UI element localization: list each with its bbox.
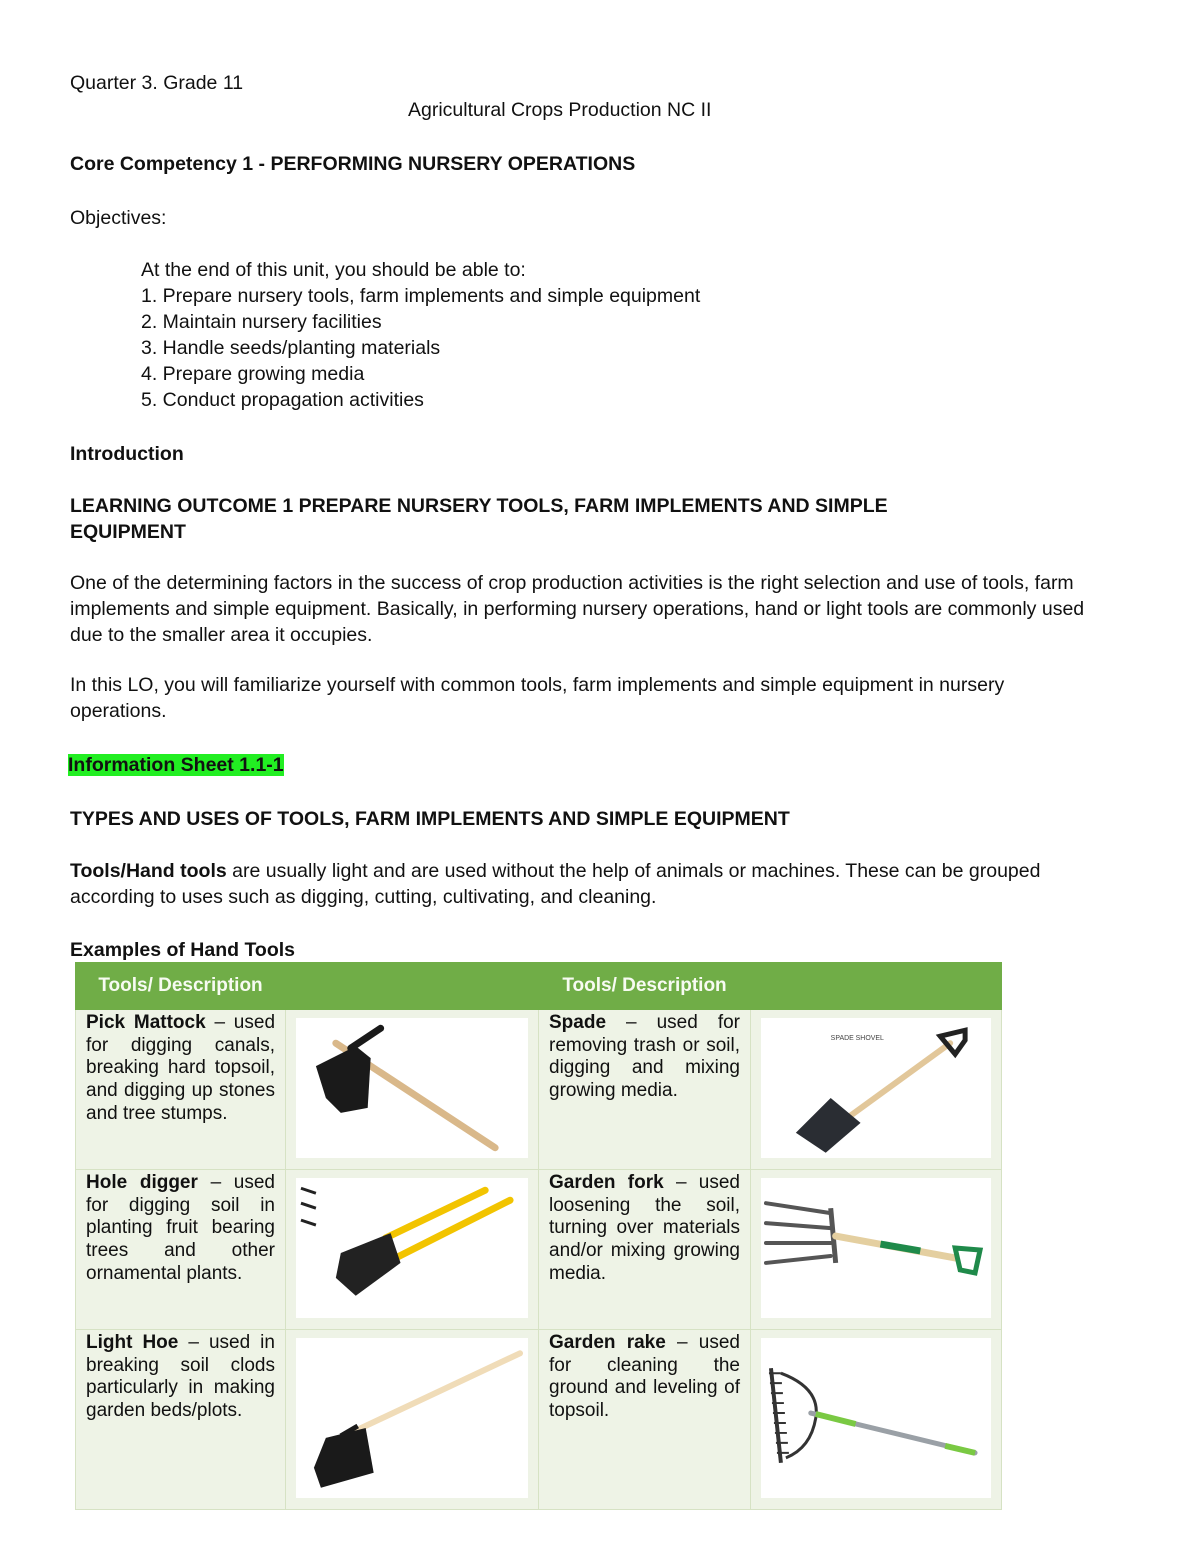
tool-image-cell xyxy=(751,1330,1002,1510)
tool-cell-spade xyxy=(539,1010,751,1170)
tool-cell-pick-mattock xyxy=(76,1010,286,1170)
tool-name: Pick Mattock xyxy=(86,1012,206,1033)
objectives-label: Objectives: xyxy=(70,207,167,229)
spade-image xyxy=(761,1018,991,1158)
light-hoe-image xyxy=(296,1338,528,1498)
hand-tools-table xyxy=(75,962,1002,1510)
hand-tools-term: Tools/Hand tools xyxy=(70,860,227,882)
garden-rake-image xyxy=(761,1338,991,1498)
quarter-grade: Quarter 3. Grade 11 xyxy=(70,72,244,94)
learning-outcome-line2: EQUIPMENT xyxy=(70,521,186,543)
tool-name: Garden fork xyxy=(549,1172,664,1193)
objective-item: 2. Maintain nursery facilities xyxy=(141,311,382,333)
garden-fork-image xyxy=(761,1178,991,1318)
introduction-heading: Introduction xyxy=(70,443,184,465)
tool-description: – used for cleaning the ground and leveling of topsoil. xyxy=(549,1332,740,1422)
tool-image-cell xyxy=(286,1170,539,1330)
examples-heading: Examples of Hand Tools xyxy=(70,939,296,961)
light-hoe-icon xyxy=(296,1338,528,1498)
learning-outcome-line1: LEARNING OUTCOME 1 PREPARE NURSERY TOOLS, FARM IMPLEMENTS AND SIMPLE xyxy=(70,495,888,517)
paragraph-lo: In this LO, you will familiarize yourself with common tools, farm implements and simple equipment in nursery operations. xyxy=(70,674,1005,722)
section-title: TYPES AND USES OF TOOLS, FARM IMPLEMENTS AND SIMPLE EQUIPMENT xyxy=(70,808,790,830)
hole-digger-image xyxy=(296,1178,528,1318)
tool-cell-light-hoe xyxy=(76,1330,286,1510)
tool-description: – used for digging soil in planting fruit bearing trees and other ornamental plants. xyxy=(86,1172,276,1284)
tool-name: Hole digger xyxy=(86,1172,198,1193)
table-header-blank xyxy=(286,963,539,1010)
tool-name: Spade xyxy=(549,1012,607,1033)
table-header-left: Tools/ Description xyxy=(76,963,286,1010)
tool-name: Light Hoe xyxy=(86,1332,179,1353)
spade-image-caption: SPADE SHOVEL xyxy=(830,1035,884,1043)
course-title: Agricultural Crops Production NC II xyxy=(408,99,712,121)
tool-description: – used in breaking soil clods particularly in making garden beds/plots. xyxy=(86,1332,275,1422)
information-sheet-highlight: Information Sheet 1.1-1 xyxy=(68,754,284,776)
tool-cell-hole-digger xyxy=(76,1170,286,1330)
competency-title: Core Competency 1 - PERFORMING NURSERY OPERATIONS xyxy=(70,153,636,175)
objective-item: 4. Prepare growing media xyxy=(141,363,365,385)
hole-digger-icon xyxy=(296,1178,528,1318)
tool-image-cell xyxy=(286,1010,539,1170)
table-header-blank xyxy=(751,963,1002,1010)
pick-mattock-icon xyxy=(296,1018,528,1158)
tool-cell-garden-fork xyxy=(539,1170,751,1330)
tool-cell-garden-rake xyxy=(539,1330,751,1510)
objective-item: 5. Conduct propagation activities xyxy=(141,389,424,411)
tool-description: – used for removing trash or soil, digging and mixing growing media. xyxy=(549,1012,740,1102)
tool-image-cell xyxy=(286,1330,539,1510)
pick-mattock-image xyxy=(296,1018,528,1158)
paragraph-intro: One of the determining factors in the success of crop production activities is the right selection and use of tools, farm implements and simple equipment. Basically, in performing nursery operations, hand or light tools are commonly used due to the smaller area it occupies. xyxy=(70,572,1085,646)
tool-description: – used for digging canals, breaking hard topsoil, and digging up stones and tree stumps. xyxy=(86,1012,276,1124)
hand-tools-definition xyxy=(70,858,1080,910)
table-header-right: Tools/ Description xyxy=(539,963,751,1010)
objective-item: 3. Handle seeds/planting materials xyxy=(141,337,441,359)
information-sheet-label xyxy=(68,752,284,778)
tool-name: Garden rake xyxy=(549,1332,666,1353)
hand-tools-text: are usually light and are used without the help of animals or machines. These can be grouped according to uses such as digging, cutting, cultivating, and cleaning. xyxy=(70,860,1041,908)
spade-icon xyxy=(761,1018,991,1158)
objectives-intro: At the end of this unit, you should be able to: xyxy=(141,259,526,281)
garden-rake-icon xyxy=(761,1338,991,1498)
tool-description: – used loosening the soil, turning over materials and/or mixing growing media. xyxy=(549,1172,740,1284)
objective-item: 1. Prepare nursery tools, farm implements and simple equipment xyxy=(141,285,701,307)
garden-fork-icon xyxy=(761,1178,991,1318)
tool-image-cell xyxy=(751,1010,1002,1170)
tool-image-cell xyxy=(751,1170,1002,1330)
